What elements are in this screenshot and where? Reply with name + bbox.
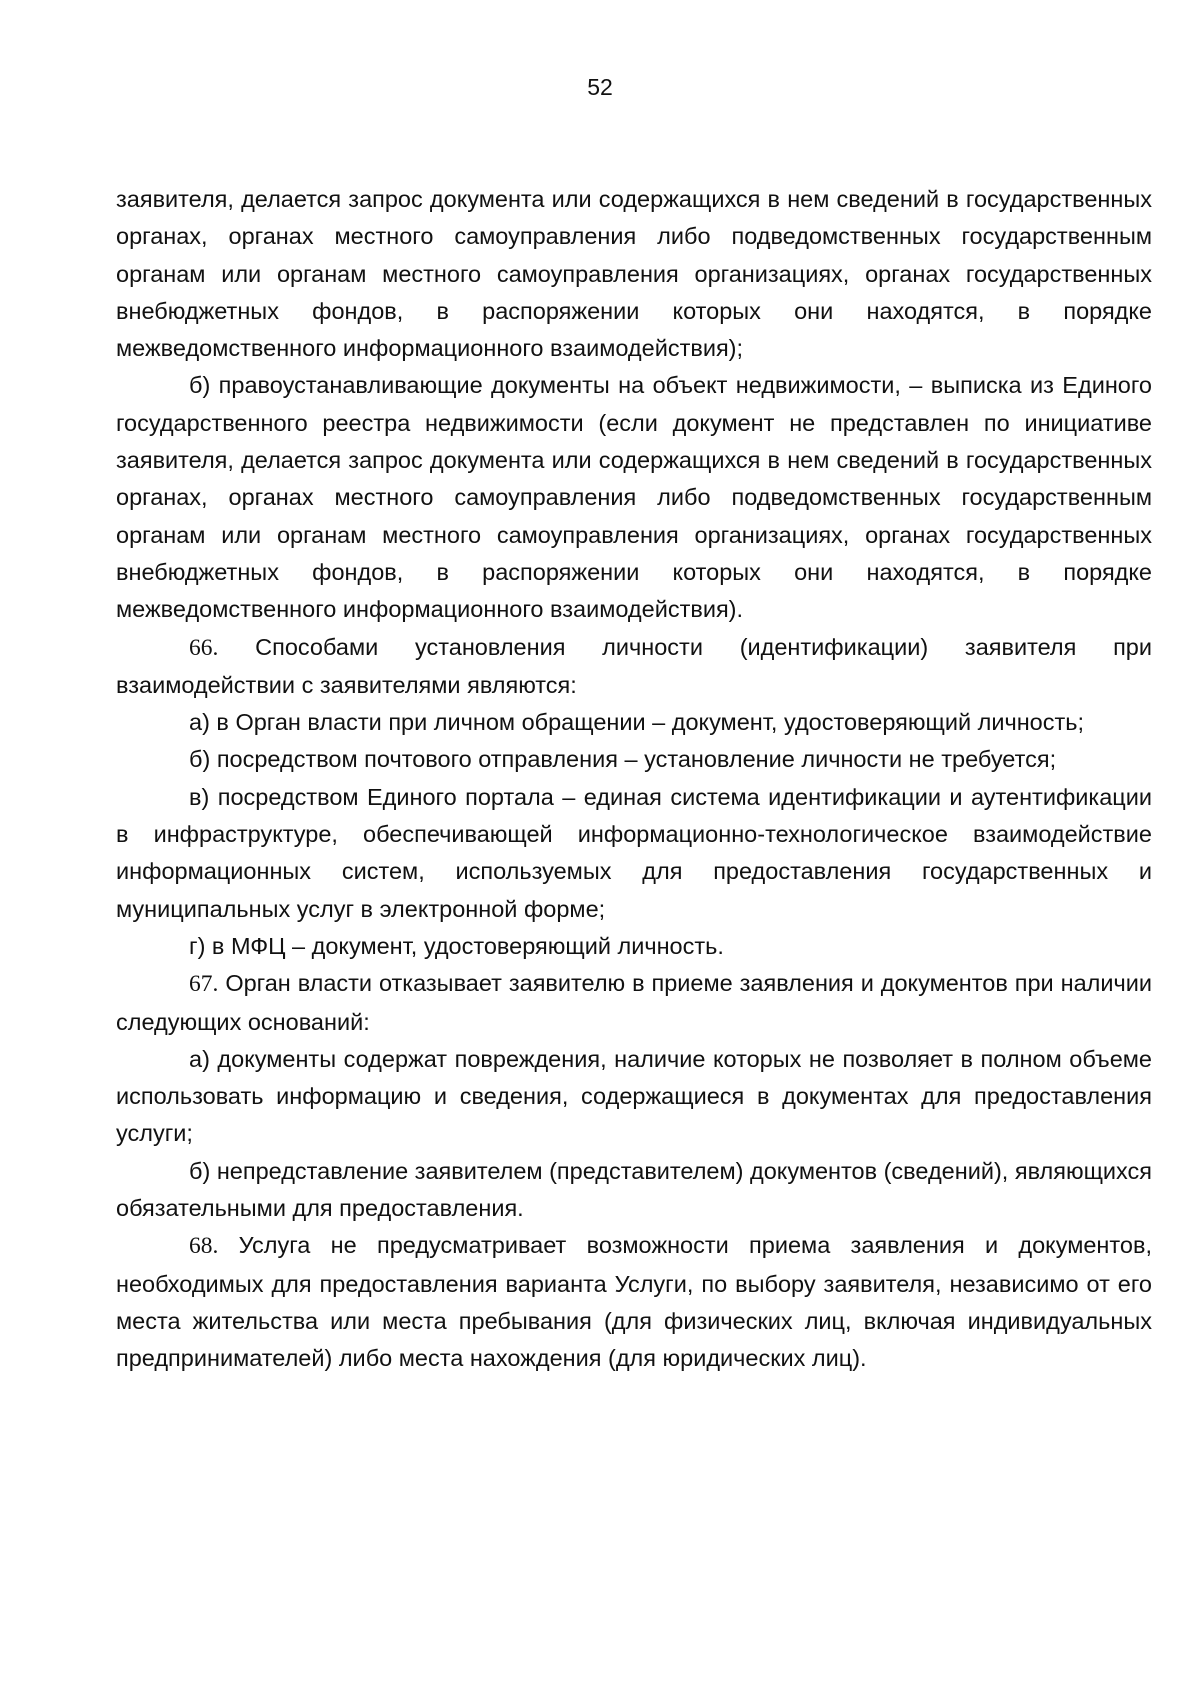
paragraph-66-item-b (116, 741, 1152, 778)
paragraph-66 (116, 629, 1152, 705)
paragraph-66-item-g (116, 928, 1152, 965)
paragraph-continuation (116, 181, 1152, 367)
paragraph-text: б) посредством почтового отправления – установление личности не требуется; (189, 746, 1057, 773)
document-body (116, 181, 1152, 1378)
paragraph-67 (116, 965, 1152, 1041)
paragraph-text: а) в Орган власти при личном обращении – документ, удостоверяющий личность; (189, 709, 1085, 736)
page-number: 52 (587, 74, 613, 100)
paragraph-text: Орган власти отказывает заявителю в приеме заявления и документов при наличии следующих оснований: (116, 970, 1152, 1035)
paragraph-text: заявителя, делается запрос документа или содержащихся в нем сведений в государственных органах, органах местного самоуправления либо подведомственных государственным органам или органам местного самоуправления организациях, органах государственных внебюджетных фондов, в распоряжении которых они находятся, в порядке межведомственного информационного взаимодействия); (116, 186, 1152, 362)
paragraph-text: б) непредставление заявителем (представителем) документов (сведений), являющихся обязательными для предоставления. (116, 1157, 1153, 1222)
paragraph-text: в) посредством Единого портала – единая система идентификации и аутентификации в инфраструктуре, обеспечивающей информационно-технологическое взаимодействие информационных систем, используемых для предоставления государственных и муниципальных услуг в электронной форме; (116, 783, 1152, 922)
paragraph-66-item-a (116, 704, 1152, 741)
paragraph-text: Услуга не предусматривает возможности приема заявления и документов, необходимых для предоставления варианта Услуги, по выбору заявителя, независимо от его места жительства или места пребывания (для физических лиц, включая индивидуальных предпринимателей) либо места нахождения (для юридических лиц). (116, 1232, 1152, 1372)
paragraph-text: г) в МФЦ – документ, удостоверяющий личность. (189, 932, 724, 959)
paragraph-68 (116, 1227, 1152, 1377)
paragraph-item-b (116, 367, 1152, 628)
paragraph-text: Способами установления личности (идентификации) заявителя при взаимодействии с заявителями являются: (116, 633, 1153, 698)
paragraph-text: б) правоустанавливающие документы на объект недвижимости, – выписка из Единого государственного реестра недвижимости (если документ не представлен по инициативе заявителя, делается запрос документа или содержащихся в нем сведений в государственных органах, органах местного самоуправления либо подведомственных государственным органам или органам местного самоуправления организациях, органах государственных внебюджетных фондов, в распоряжении которых они находятся, в порядке межведомственного информационного взаимодействия). (116, 372, 1152, 623)
paragraph-67-item-b (116, 1153, 1152, 1228)
paragraph-67-item-a (116, 1041, 1152, 1153)
paragraph-number: 68. (189, 1233, 219, 1260)
paragraph-text: а) документы содержат повреждения, наличие которых не позволяет в полном объеме использовать информацию и сведения, содержащиеся в документах для предоставления услуги; (116, 1045, 1152, 1147)
paragraph-number: 67. (189, 971, 219, 998)
paragraph-number: 66. (189, 634, 219, 661)
paragraph-66-item-v (116, 779, 1152, 928)
